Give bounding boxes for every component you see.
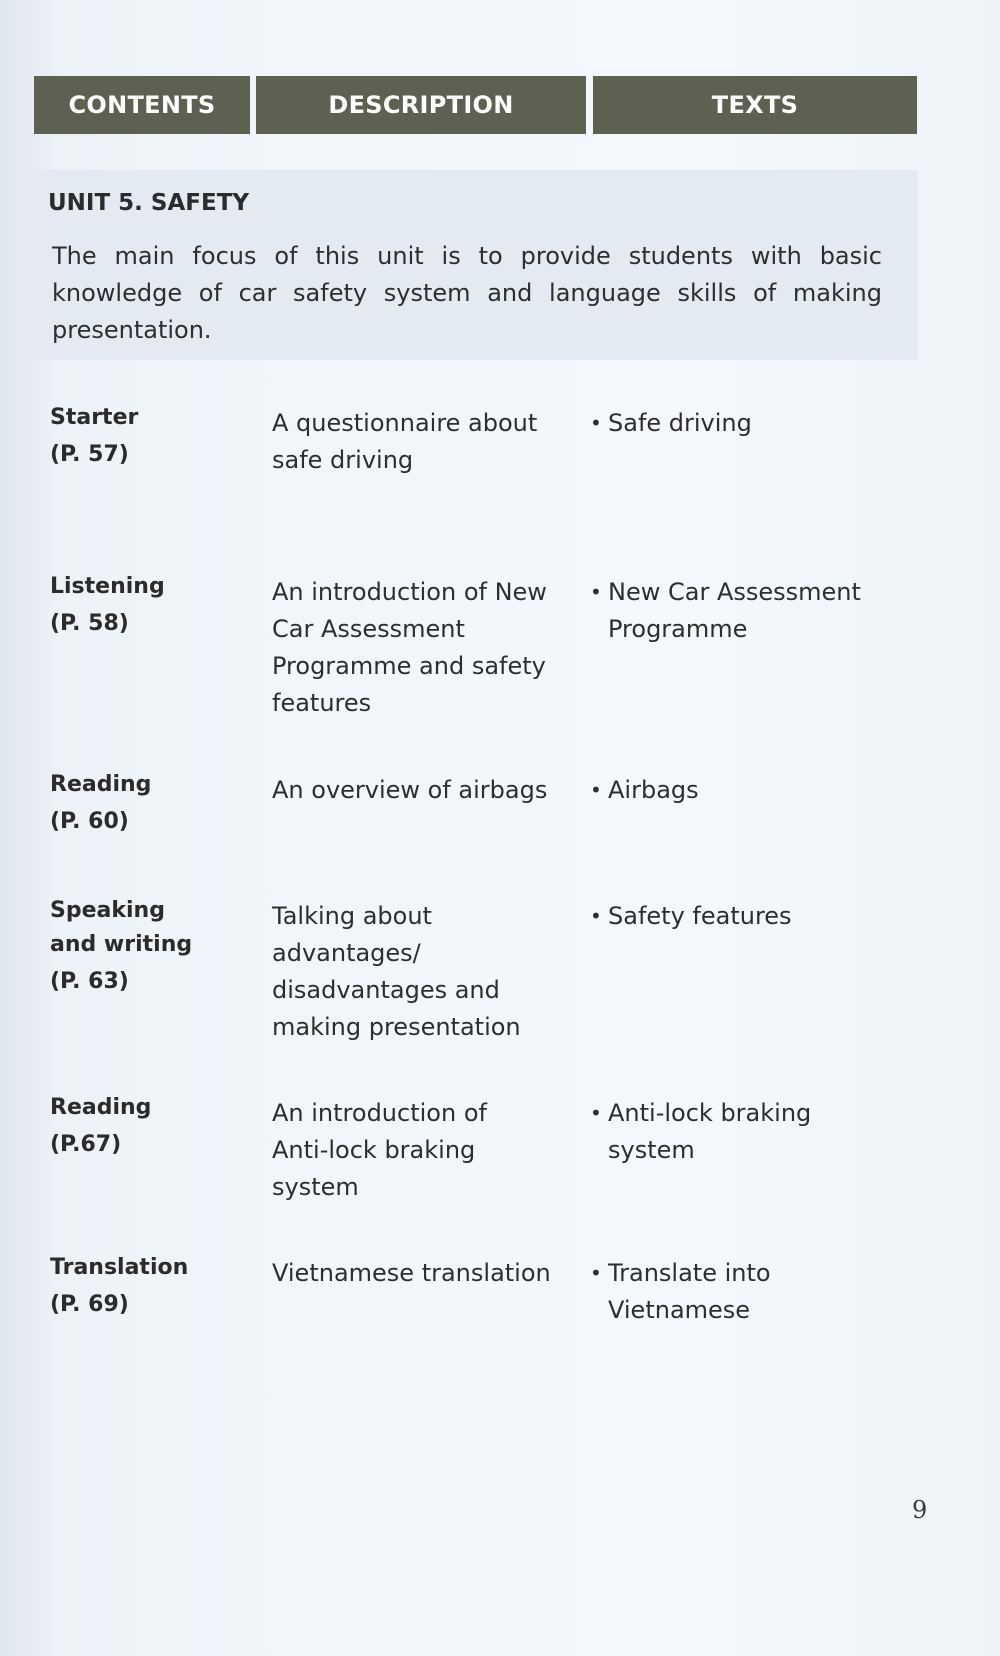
- row-text-label: Safety features: [608, 902, 792, 930]
- header-texts: TEXTS: [593, 76, 917, 134]
- row-description: An introduction of New Car Assessment Programme and safety features: [272, 578, 547, 717]
- unit-title: UNIT 5. SAFETY: [48, 190, 250, 216]
- section-cell: [50, 1091, 260, 1165]
- section-title: Reading: [50, 1095, 152, 1120]
- row-text: [590, 1095, 838, 1169]
- row-description: Vietnamese translation: [272, 1259, 551, 1287]
- row-text: [590, 898, 928, 935]
- section-cell: [50, 894, 260, 1002]
- bullet-icon: •: [590, 411, 602, 435]
- bullet-icon: •: [590, 904, 602, 928]
- row-text: [590, 772, 928, 809]
- row-text-label: Anti-lock braking system: [608, 1099, 812, 1164]
- bullet-icon: •: [590, 1101, 602, 1125]
- row-text: [590, 574, 908, 648]
- page-number: 9: [912, 1496, 928, 1524]
- row-text: [590, 1255, 828, 1329]
- section-title: Listening: [50, 574, 165, 599]
- row-description: A questionnaire about safe driving: [272, 409, 538, 474]
- row-description: Talking about advantages/ disadvantages and making presentation: [272, 902, 521, 1041]
- unit-description: The main focus of this unit is to provide students with basic knowledge of car safety system and language skills of making presentation.: [52, 242, 882, 344]
- section-page: (P. 60): [50, 809, 129, 834]
- row-text: [590, 405, 928, 442]
- section-cell: [50, 570, 260, 644]
- row-text-label: Airbags: [608, 776, 699, 804]
- row-text-label: Translate into Vietnamese: [608, 1259, 771, 1324]
- section-page: (P.67): [50, 1132, 122, 1157]
- section-title: Reading: [50, 772, 152, 797]
- bullet-icon: •: [590, 778, 602, 802]
- section-page: (P. 63): [50, 969, 129, 994]
- header-contents: CONTENTS: [34, 76, 250, 134]
- section-title: Starter: [50, 405, 139, 430]
- row-text-label: Safe driving: [608, 409, 752, 437]
- section-title: Translation: [50, 1255, 189, 1280]
- section-cell: [50, 1251, 260, 1325]
- row-description: An overview of airbags: [272, 776, 548, 804]
- section-page: (P. 58): [50, 611, 129, 636]
- bullet-icon: •: [590, 1261, 602, 1285]
- row-description: An introduction of Anti-lock braking system: [272, 1099, 487, 1201]
- row-text-label: New Car Assessment Programme: [608, 578, 861, 643]
- section-page: (P. 57): [50, 442, 129, 467]
- header-description: DESCRIPTION: [256, 76, 586, 134]
- section-title: Speaking and writing: [50, 898, 193, 957]
- section-cell: [50, 768, 260, 842]
- bullet-icon: •: [590, 580, 602, 604]
- section-cell: [50, 401, 260, 475]
- section-page: (P. 69): [50, 1292, 129, 1317]
